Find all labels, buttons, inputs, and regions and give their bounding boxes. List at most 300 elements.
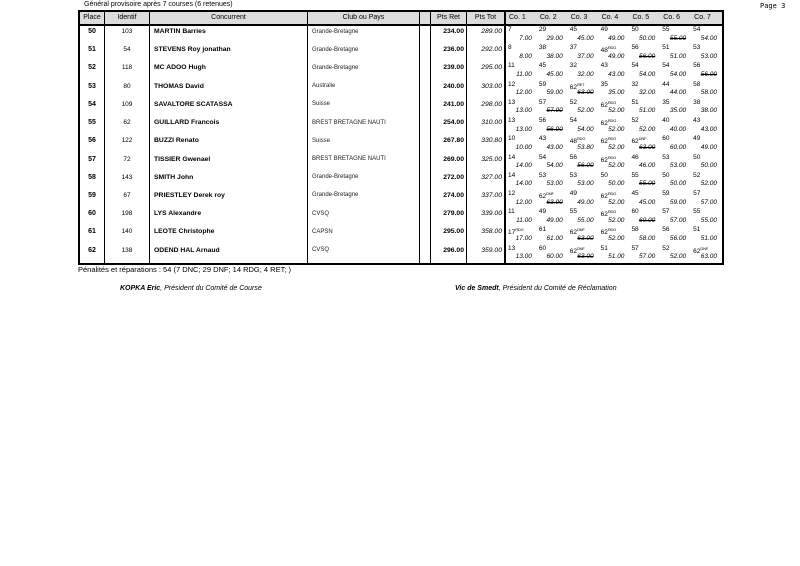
- race-score: [599, 26, 630, 44]
- identif-cell: 67: [105, 190, 150, 208]
- race-score: [537, 135, 568, 153]
- race-points: 14.00: [515, 162, 532, 170]
- race-points: 51.00: [608, 253, 625, 261]
- race-place: 43: [538, 135, 547, 143]
- race-scores-cell: [506, 44, 722, 62]
- race-points: 52.00: [700, 180, 718, 188]
- race-score: [629, 208, 660, 226]
- pts-ret-cell: 239.00: [431, 62, 467, 80]
- race-score: [691, 99, 722, 117]
- place-cell: 50: [80, 26, 105, 44]
- identif-cell: 109: [105, 99, 150, 117]
- club-cell: Grande-Bretagne: [308, 26, 420, 44]
- header-race-col: Co. 4: [601, 14, 619, 21]
- race-score: [568, 245, 599, 263]
- identif-cell: 138: [105, 245, 150, 263]
- header-identif: Identif: [105, 11, 150, 25]
- race-points: 63.00: [577, 89, 594, 97]
- race-place: 53: [569, 171, 577, 179]
- race-place: 56: [569, 153, 577, 161]
- race-points: 63.00: [639, 143, 656, 151]
- race-points: 49.00: [700, 143, 718, 151]
- score-code: DNF: [700, 245, 709, 251]
- club-cell: BREST BRETAGNE NAUTI: [308, 117, 420, 135]
- pts-ret-cell: 236.00: [431, 44, 467, 62]
- race-points: 53.00: [700, 52, 718, 60]
- competitor-name-cell: LYS Alexandre: [150, 208, 308, 226]
- race-place: $62^{RET}$: [569, 81, 585, 91]
- race-scores-cell: [506, 99, 722, 117]
- score-code: RDG: [607, 227, 617, 233]
- table-row: [80, 62, 722, 80]
- place-cell: 52: [80, 62, 105, 80]
- race-score: [506, 226, 537, 244]
- race-points: 14.00: [515, 180, 532, 188]
- race-place: 13: [508, 244, 516, 252]
- score-code: RDG: [515, 227, 524, 233]
- race-points: 12.00: [515, 198, 532, 206]
- table-row: [80, 26, 722, 44]
- race-points: 53.00: [577, 180, 594, 188]
- place-cell: 53: [80, 81, 105, 99]
- race-place: 51: [600, 244, 608, 252]
- race-points: 49.00: [608, 52, 625, 60]
- score-code: RDG: [607, 154, 617, 160]
- race-score: [629, 81, 660, 99]
- race-score: [691, 154, 722, 172]
- race-points: 29.00: [546, 34, 563, 42]
- race-place: 51: [693, 226, 701, 234]
- pts-tot-cell: 298.00: [467, 99, 506, 117]
- race-place: 56: [538, 117, 547, 125]
- race-points: 55.00: [577, 216, 594, 224]
- table-row: [80, 190, 722, 208]
- race-score: [599, 99, 630, 117]
- race-score: [506, 117, 537, 135]
- race-points: 57.00: [669, 216, 687, 224]
- table-rows: [80, 26, 722, 263]
- race-place: 14: [508, 153, 516, 161]
- race-score: [506, 135, 537, 153]
- race-score: [629, 154, 660, 172]
- pts-tot-cell: 295.00: [467, 62, 506, 80]
- race-score: [599, 44, 630, 62]
- signature-protest-committee-title: , Président du Comité de Réclamation: [498, 285, 617, 292]
- race-points: 52.00: [608, 162, 625, 170]
- score-code: DNF: [638, 136, 647, 142]
- header-place: Place: [80, 11, 105, 25]
- race-points: 52.00: [669, 253, 687, 261]
- race-place: 52: [569, 98, 577, 106]
- race-place: 51: [631, 98, 639, 106]
- identif-cell: 62: [105, 117, 150, 135]
- race-place: $48^{RDG}$: [600, 45, 617, 55]
- race-score: [506, 62, 537, 80]
- race-points: 54.00: [639, 71, 656, 79]
- penalties-summary: Pénalités et réparations : 54 (7 DNC; 29 DNF; 14 RDG; 4 RET; ): [78, 265, 291, 274]
- race-scores-cell: [506, 26, 722, 44]
- race-place: 35: [600, 80, 608, 88]
- competitor-name-cell: LEOTE Christophe: [150, 226, 308, 244]
- race-place: 10: [508, 135, 516, 143]
- race-place: 53: [662, 153, 670, 161]
- race-points: 52.00: [577, 107, 594, 115]
- race-score: [660, 44, 691, 62]
- identif-cell: 140: [105, 226, 150, 244]
- race-place: $62^{RDG}$: [600, 154, 617, 164]
- race-place: 8: [508, 44, 512, 52]
- race-score: [506, 26, 537, 44]
- race-score: [629, 135, 660, 153]
- race-place: 12: [508, 80, 516, 88]
- page-number-label: Page 3: [760, 2, 786, 10]
- pts-ret-cell: 234.00: [431, 26, 467, 44]
- race-score: [506, 245, 537, 263]
- place-cell: 60: [80, 208, 105, 226]
- gap-cell: [420, 172, 431, 190]
- club-cell: Grande-Bretagne: [308, 44, 420, 62]
- race-points: 57.00: [546, 107, 563, 115]
- race-scores-cell: [506, 245, 722, 263]
- race-place: 35: [662, 98, 670, 106]
- race-score: [537, 62, 568, 80]
- race-scores-cell: [506, 172, 722, 190]
- race-score: [691, 81, 722, 99]
- race-place: $62^{RDG}$: [600, 118, 617, 128]
- race-place: 52: [631, 117, 639, 125]
- race-score: [599, 172, 630, 190]
- race-points: 51.00: [639, 107, 656, 115]
- race-points: 52.00: [608, 143, 625, 151]
- competitor-name-cell: GUILLARD Francois: [150, 117, 308, 135]
- race-score: [629, 44, 660, 62]
- race-score: [506, 44, 537, 62]
- club-cell: Grande-Bretagne: [308, 190, 420, 208]
- race-points: 13.00: [515, 107, 532, 115]
- race-points: 55.00: [639, 180, 656, 188]
- race-points: 43.00: [700, 125, 718, 133]
- race-place: 49: [693, 135, 701, 143]
- table-row: [80, 99, 722, 117]
- competitor-name-cell: SMITH John: [150, 172, 308, 190]
- race-points: 56.00: [700, 71, 718, 79]
- race-score: [568, 190, 599, 208]
- pts-ret-cell: 269.00: [431, 154, 467, 172]
- club-cell: Australie: [308, 81, 420, 99]
- race-place: 57: [662, 208, 670, 216]
- race-score: [568, 117, 599, 135]
- identif-cell: 118: [105, 62, 150, 80]
- race-place: 59: [538, 80, 547, 88]
- race-place: 32: [569, 62, 577, 70]
- pts-ret-cell: 272.00: [431, 172, 467, 190]
- race-place: 56: [631, 44, 639, 52]
- signature-protest-committee: [455, 285, 617, 292]
- race-place: 44: [662, 80, 670, 88]
- race-score: [629, 190, 660, 208]
- race-score: [568, 81, 599, 99]
- race-score: [691, 26, 722, 44]
- score-code: RDG: [607, 99, 617, 105]
- pts-tot-cell: 337.00: [467, 190, 506, 208]
- pts-ret-cell: 240.00: [431, 81, 467, 99]
- competitor-name-cell: ODEND HAL Arnaud: [150, 245, 308, 263]
- race-points: 53.00: [546, 180, 563, 188]
- place-cell: 54: [80, 99, 105, 117]
- header-pts-ret: Pts Ret: [431, 11, 467, 25]
- race-points: 60.00: [639, 216, 656, 224]
- pts-tot-cell: 358.00: [467, 226, 506, 244]
- identif-cell: 122: [105, 135, 150, 153]
- place-cell: 59: [80, 190, 105, 208]
- race-points: 32.00: [577, 71, 594, 79]
- race-points: 55.00: [700, 216, 718, 224]
- race-score: [599, 62, 630, 80]
- race-points: 52.00: [608, 198, 625, 206]
- race-points: 63.00: [546, 198, 563, 206]
- gap-cell: [420, 44, 431, 62]
- score-code: RDG: [607, 118, 617, 124]
- race-points: 54.00: [577, 125, 594, 133]
- race-place: $62^{DNF}$: [569, 227, 585, 237]
- race-points: 59.00: [546, 89, 563, 97]
- race-place: 45: [569, 26, 577, 33]
- race-place: $62^{RDG}$: [600, 190, 617, 201]
- score-code: DNF: [576, 245, 585, 251]
- race-score: [599, 245, 630, 263]
- race-place: 59: [662, 189, 670, 197]
- race-place: 54: [569, 117, 577, 125]
- race-score: [660, 81, 691, 99]
- pts-tot-cell: 325.00: [467, 154, 506, 172]
- race-score: [599, 154, 630, 172]
- gap-cell: [420, 62, 431, 80]
- header-race-col: Co. 1: [509, 14, 526, 21]
- race-score: [568, 172, 599, 190]
- table-row: [80, 44, 722, 62]
- race-points: 55.00: [669, 34, 687, 42]
- race-score: [568, 135, 599, 153]
- race-place: $62^{DNF}$: [538, 190, 554, 201]
- race-place: 13: [508, 117, 516, 125]
- pts-tot-cell: 330.80: [467, 135, 506, 153]
- race-place: $62^{DNF}$: [569, 245, 585, 255]
- gap-cell: [420, 226, 431, 244]
- table-row: [80, 226, 722, 244]
- table-row: [80, 172, 722, 190]
- race-score: [660, 117, 691, 135]
- race-place: 57: [538, 98, 547, 106]
- race-score: [568, 208, 599, 226]
- race-points: 50.00: [700, 162, 718, 170]
- race-points: 58.00: [639, 235, 656, 242]
- pts-tot-cell: 339.00: [467, 208, 506, 226]
- race-score: [506, 208, 537, 226]
- race-place: 52: [662, 244, 670, 252]
- club-cell: Suisse: [308, 135, 420, 153]
- race-score: [660, 154, 691, 172]
- race-score: [660, 26, 691, 44]
- place-cell: 55: [80, 117, 105, 135]
- race-points: 54.00: [700, 34, 718, 42]
- race-place: 45: [631, 189, 639, 197]
- race-score: [537, 190, 568, 208]
- race-place: $62^{RDG}$: [600, 209, 617, 219]
- race-points: 52.00: [608, 107, 625, 115]
- race-score: [660, 245, 691, 263]
- race-place: 50: [631, 26, 639, 33]
- race-score: [660, 99, 691, 117]
- pts-ret-cell: 296.00: [431, 245, 467, 263]
- table-row: [80, 208, 722, 226]
- race-place: 56: [693, 62, 701, 70]
- pts-tot-cell: 289.00: [467, 26, 506, 44]
- race-score: [660, 172, 691, 190]
- gap-cell: [420, 208, 431, 226]
- race-place: 37: [569, 44, 577, 52]
- gap-cell: [420, 135, 431, 153]
- race-score: [691, 62, 722, 80]
- race-score: [537, 117, 568, 135]
- race-points: 45.00: [546, 71, 563, 79]
- race-points: 54.00: [546, 162, 563, 170]
- race-points: 43.00: [608, 71, 625, 79]
- race-points: 13.00: [515, 253, 532, 261]
- race-place: 51: [662, 44, 670, 52]
- pts-tot-cell: 327.00: [467, 172, 506, 190]
- race-score: [660, 208, 691, 226]
- race-place: 50: [600, 171, 608, 179]
- race-points: 49.00: [608, 34, 625, 42]
- race-score: [629, 245, 660, 263]
- gap-cell: [420, 117, 431, 135]
- race-place: 60: [631, 208, 639, 216]
- race-place: 49: [538, 208, 547, 216]
- place-cell: 51: [80, 44, 105, 62]
- club-cell: Suisse: [308, 99, 420, 117]
- race-place: 58: [693, 80, 701, 88]
- race-place: 49: [600, 26, 608, 33]
- race-place: 55: [693, 208, 701, 216]
- race-score: [537, 208, 568, 226]
- race-score: [506, 99, 537, 117]
- pts-tot-cell: 310.00: [467, 117, 506, 135]
- race-score: [660, 135, 691, 153]
- header-race-col: Co. 7: [694, 14, 711, 21]
- competitor-name-cell: STEVENS Roy jonathan: [150, 44, 308, 62]
- identif-cell: 198: [105, 208, 150, 226]
- signature-protest-committee-name: Vic de Smedt: [455, 285, 499, 292]
- competitor-name-cell: PRIESTLEY Derek roy: [150, 190, 308, 208]
- race-points: 35.00: [608, 89, 625, 97]
- competitor-name-cell: THOMAS David: [150, 81, 308, 99]
- pts-ret-cell: 254.00: [431, 117, 467, 135]
- race-score: [537, 245, 568, 263]
- race-score: [568, 26, 599, 44]
- race-score: [568, 154, 599, 172]
- race-place: 61: [538, 226, 547, 234]
- competitor-name-cell: SAVALTORE SCATASSA: [150, 99, 308, 117]
- race-points: 63.00: [577, 253, 594, 261]
- race-score: [537, 81, 568, 99]
- race-score: [568, 62, 599, 80]
- race-points: 60.00: [546, 253, 563, 261]
- competitor-name-cell: MARTIN Barries: [150, 26, 308, 44]
- club-cell: Grande-Bretagne: [308, 62, 420, 80]
- competitor-name-cell: TISSIER Gwenael: [150, 154, 308, 172]
- race-scores-cell: [506, 190, 722, 208]
- race-score: [537, 226, 568, 244]
- identif-cell: 103: [105, 26, 150, 44]
- signature-race-committee-title: , Président du Comité de Course: [160, 285, 262, 292]
- race-place: 53: [538, 171, 547, 179]
- race-scores-cell: [506, 81, 722, 99]
- race-points: 50.00: [639, 34, 656, 42]
- race-score: [660, 226, 691, 244]
- table-row: [80, 135, 722, 153]
- race-score: [691, 226, 722, 244]
- race-place: $62^{DNF}$: [693, 245, 709, 255]
- race-place: 50: [662, 171, 670, 179]
- race-score: [599, 81, 630, 99]
- race-points: 52.00: [639, 125, 656, 133]
- race-points: 52.00: [608, 235, 625, 242]
- race-place: 53: [693, 44, 701, 52]
- race-score: [506, 154, 537, 172]
- race-points: 45.00: [577, 34, 594, 42]
- race-place: 43: [600, 62, 608, 70]
- race-points: 7.00: [519, 34, 532, 42]
- race-score: [568, 99, 599, 117]
- race-points: 45.00: [639, 198, 656, 206]
- race-score: [629, 26, 660, 44]
- race-place: 56: [662, 226, 670, 234]
- race-points: 53.80: [577, 143, 594, 151]
- race-score: [660, 190, 691, 208]
- race-place: 12: [508, 189, 516, 197]
- header-race-col: Co. 5: [632, 14, 650, 21]
- race-place: 38: [693, 98, 701, 106]
- race-points: 61.00: [546, 235, 563, 242]
- race-place: 54: [662, 62, 670, 70]
- race-points: 56.00: [669, 235, 687, 242]
- race-place: 57: [631, 244, 639, 252]
- race-place: 49: [569, 189, 577, 197]
- race-points: 50.00: [608, 180, 625, 188]
- race-score: [506, 190, 537, 208]
- race-score: [629, 172, 660, 190]
- signature-race-committee-name: KOPKA Eric: [120, 285, 161, 292]
- score-code: RDG: [607, 136, 617, 142]
- race-place: 58: [631, 226, 639, 234]
- table-row: [80, 117, 722, 135]
- race-place: 54: [631, 62, 639, 70]
- race-place: 13: [508, 98, 516, 106]
- pts-tot-cell: 303.00: [467, 81, 506, 99]
- race-points: 56.00: [546, 125, 563, 133]
- race-points: 40.00: [669, 125, 687, 133]
- gap-cell: [420, 81, 431, 99]
- pts-ret-cell: 279.00: [431, 208, 467, 226]
- race-scores-cell: [506, 208, 722, 226]
- race-place: 7: [508, 26, 512, 33]
- race-points: 49.00: [577, 198, 594, 206]
- race-score: [537, 99, 568, 117]
- race-place: $62^{DNF}$: [631, 136, 647, 146]
- place-cell: 61: [80, 226, 105, 244]
- race-scores-cell: [506, 154, 722, 172]
- race-points: 17.00: [515, 235, 532, 242]
